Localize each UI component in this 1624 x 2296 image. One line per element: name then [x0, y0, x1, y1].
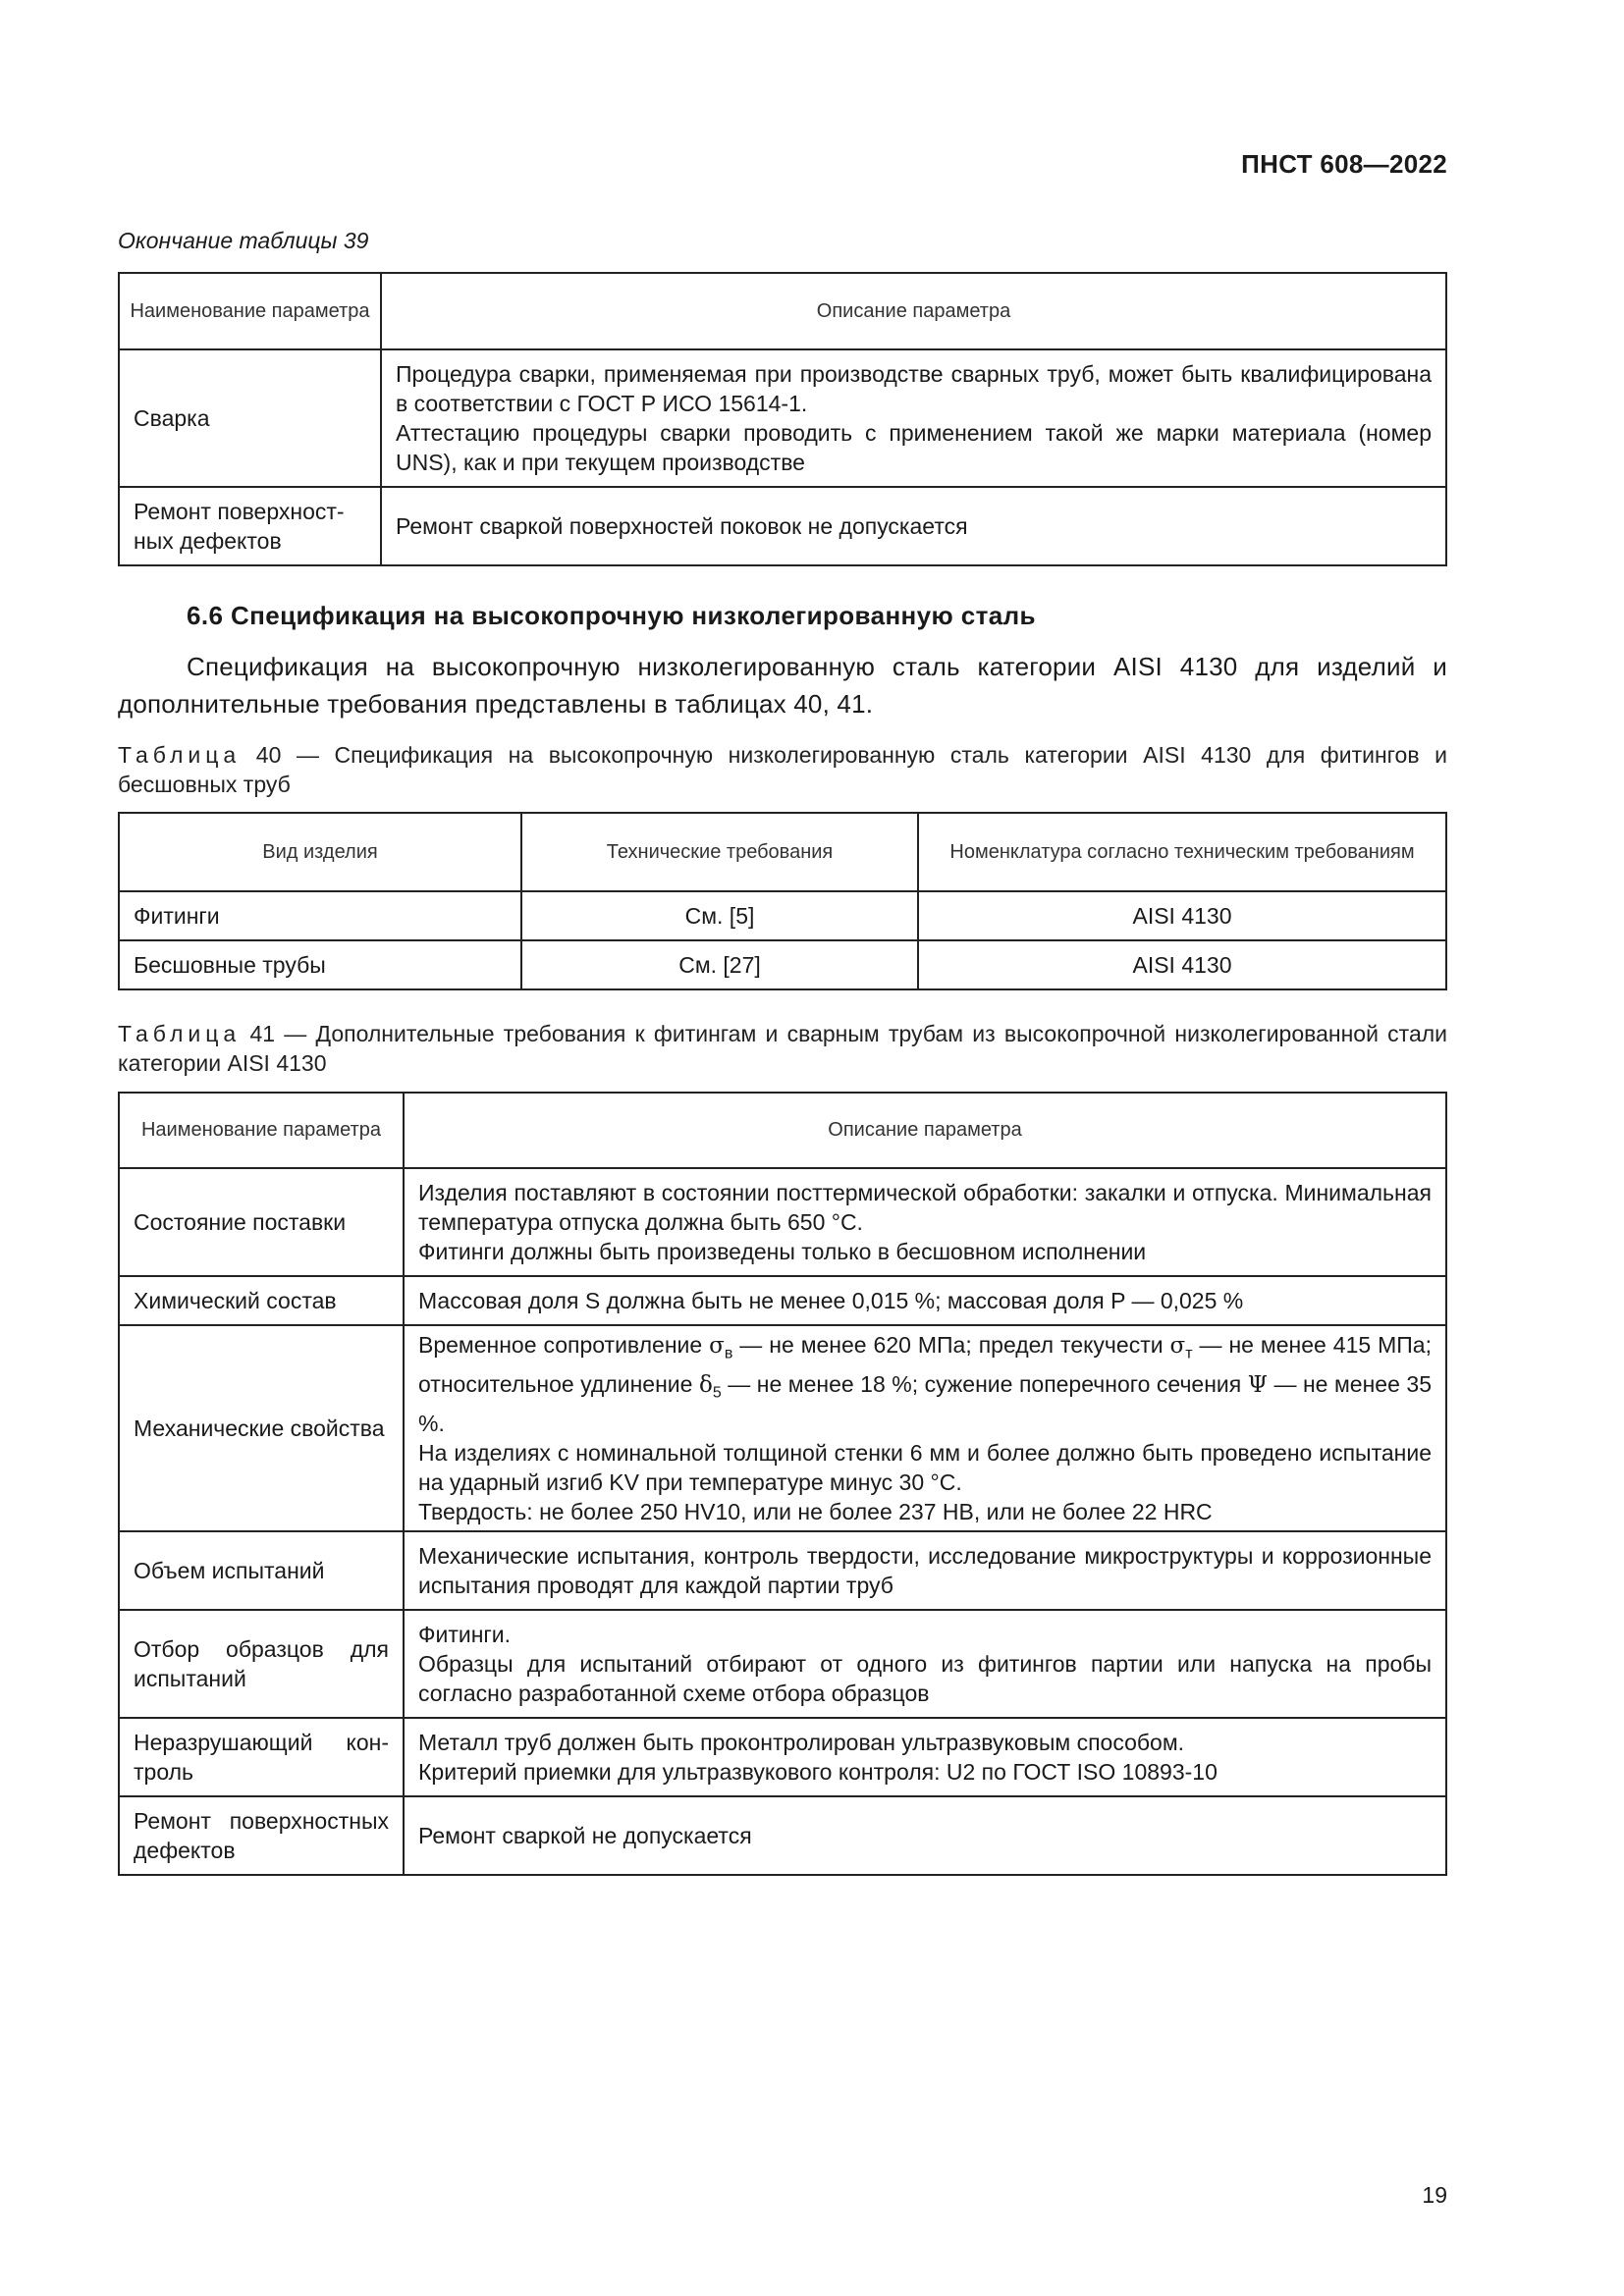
table-row	[119, 1796, 1446, 1875]
cell-product: Фитинги	[119, 891, 521, 940]
desc-line: На изделиях с номинальной толщиной стенки 6 мм и более должно быть проведено испытание на ударный изгиб KV при температуре минус 30 °С.	[418, 1439, 1432, 1495]
row-param: Неразрушающий контроль	[119, 1718, 404, 1796]
desc-line: Изделия поставляют в состоянии посттермической обработки: закалки и отпуска. Минимальная температура отпуска должна быть 650 °С.	[418, 1180, 1432, 1235]
row-desc	[381, 487, 1446, 565]
table-row	[119, 1531, 1446, 1610]
row-param: Состояние поставки	[119, 1168, 404, 1276]
psi-symbol: Ψ	[1247, 1372, 1268, 1398]
subscript: т	[1185, 1346, 1193, 1362]
row-param: Объем испытаний	[119, 1531, 404, 1610]
table-row	[119, 1610, 1446, 1718]
table-41	[118, 1092, 1447, 1876]
document-id: ПНСТ 608—2022	[1241, 149, 1447, 179]
table-continuation-label: Окончание таблицы 39	[118, 228, 369, 253]
desc-line: Ремонт сваркой не допускается	[418, 1823, 752, 1848]
page-number: 19	[1422, 2182, 1447, 2208]
table-row	[119, 349, 1446, 487]
table-row	[119, 1168, 1446, 1276]
row-param: Сварка	[119, 349, 381, 487]
row-param: Механические свойства	[119, 1325, 404, 1531]
desc-line: Массовая доля S должна быть не менее 0,015 %; массовая доля P — 0,025 %	[418, 1288, 1244, 1313]
row-param: Отбор образцов для испытаний	[119, 1610, 404, 1718]
header-param: Наименование параметра	[119, 1093, 404, 1168]
section-paragraph: Спецификация на высокопрочную низколегированную сталь категории AISI 4130 для изделий и дополнительные требования представлены в таблицах 40, 41.	[118, 652, 1447, 719]
row-desc	[404, 1276, 1446, 1325]
desc-line: Образцы для испытаний отбирают от одного из фитингов партии или напуска на пробы согласно разработанной схеме отбора образцов	[418, 1651, 1432, 1706]
table-40	[118, 812, 1447, 990]
header-param: Наименование параметра	[119, 273, 381, 349]
delta-symbol: δ	[698, 1372, 713, 1398]
table-row	[119, 1276, 1446, 1325]
mech-properties-line	[418, 1330, 1432, 1437]
row-desc	[404, 1531, 1446, 1610]
table-row	[119, 1325, 1446, 1531]
mech-text: — не менее 18 %; сужение поперечного сечения	[721, 1371, 1248, 1397]
desc-line: Аттестацию процедуры сварки проводить с применением такой же марки материала (номер UNS), как и при текущем производстве	[396, 420, 1432, 475]
mech-text: — не менее 35 %.	[418, 1371, 1432, 1436]
desc-line: Механические испытания, контроль твердости, исследование микроструктуры и коррозионные испытания проводят для каждой партии труб	[418, 1543, 1432, 1598]
row-desc	[404, 1168, 1446, 1276]
row-param: Ремонт поверхностных дефектов	[119, 487, 381, 565]
subscript: 5	[712, 1384, 722, 1402]
caption-text: 41 — Дополнительные требования к фитингам и сварным трубам из высокопрочной низколегированной стали категории AISI 4130	[118, 1021, 1448, 1076]
table-row	[119, 891, 1446, 940]
desc-line: Процедура сварки, применяемая при производстве сварных труб, может быть квалифицирована в соответствии с ГОСТ Р ИСО 15614-1.	[396, 361, 1432, 416]
desc-line: Критерий приемки для ультразвукового контроля: U2 по ГОСТ ISO 10893-10	[418, 1759, 1218, 1785]
mech-text: Временное сопротивление	[418, 1332, 710, 1359]
row-desc	[404, 1325, 1446, 1531]
table-40-caption	[118, 740, 1447, 799]
header-desc: Описание параметра	[404, 1093, 1446, 1168]
mech-text: — не менее 415 МПа; относительное удлинение	[418, 1332, 1432, 1397]
table-label: Таблица	[118, 742, 242, 768]
cell-nomenclature: AISI 4130	[918, 940, 1446, 989]
table-41-caption	[118, 1019, 1447, 1078]
desc-line: Ремонт сваркой поверхностей поковок не допускается	[396, 513, 968, 539]
desc-line: Металл труб должен быть проконтролирован ультразвуковым способом.	[418, 1730, 1185, 1755]
header-product: Вид изделия	[119, 813, 521, 891]
mech-text: — не менее 620 МПа; предел текучести	[732, 1332, 1170, 1359]
subscript: в	[724, 1346, 733, 1362]
table-header-row	[119, 813, 1446, 891]
cell-requirements: См. [27]	[521, 940, 918, 989]
row-desc	[404, 1610, 1446, 1718]
row-desc	[404, 1718, 1446, 1796]
row-desc	[404, 1796, 1446, 1875]
desc-line: Фитинги.	[418, 1622, 512, 1647]
caption-text: 40 — Спецификация на высокопрочную низколегированную сталь категории AISI 4130 для фитингов и бесшовных труб	[118, 742, 1447, 797]
table-header-row	[119, 1093, 1446, 1168]
row-param: Ремонт поверхностных дефектов	[119, 1796, 404, 1875]
desc-line: Твердость: не более 250 HV10, или не более 237 HB, или не более 22 HRC	[418, 1498, 1213, 1524]
header-requirements: Технические требования	[521, 813, 918, 891]
section-title: 6.6 Спецификация на высокопрочную низколегированную сталь	[187, 601, 1036, 630]
sigma-symbol: σ	[1169, 1333, 1186, 1360]
row-desc	[381, 349, 1446, 487]
table-row	[119, 487, 1446, 565]
table-label: Таблица	[118, 1021, 242, 1046]
sigma-symbol: σ	[709, 1333, 725, 1360]
desc-line: Фитинги должны быть произведены только в бесшовном исполнении	[418, 1239, 1147, 1264]
cell-product: Бесшовные трубы	[119, 940, 521, 989]
table-row	[119, 940, 1446, 989]
row-param: Химический состав	[119, 1276, 404, 1325]
cell-nomenclature: AISI 4130	[918, 891, 1446, 940]
table-header-row	[119, 273, 1446, 349]
header-desc: Описание параметра	[381, 273, 1446, 349]
header-nomenclature: Номенклатура согласно техническим требованиям	[918, 813, 1446, 891]
table-39	[118, 272, 1447, 566]
cell-requirements: См. [5]	[521, 891, 918, 940]
table-row	[119, 1718, 1446, 1796]
